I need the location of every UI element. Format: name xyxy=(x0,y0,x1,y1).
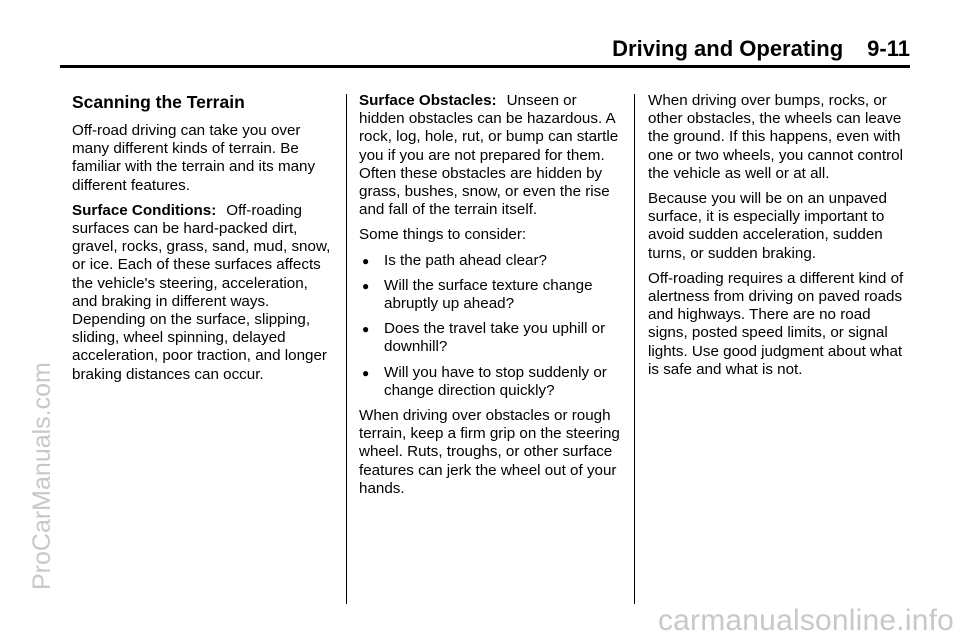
surface-conditions-body: Off-roading surfaces can be hard-packed dirt, gravel, rocks, grass, sand, mud, snow, or ice. Each of these surfaces affects the vehicle's steering, acceleration, and braking in different ways. Depending on the surface, slipping, sliding, wheel spinning, delayed acceleration, poor traction, and longer braking distances can occur. xyxy=(72,201,331,383)
list-item: ● Is the path ahead clear? xyxy=(362,251,547,269)
page-header xyxy=(60,36,910,64)
firm-grip-paragraph: When driving over obstacles or rough terrain, keep a firm grip on the steering wheel. Ruts, troughs, or other surface features can jerk the wheel out of your hands. xyxy=(359,407,620,497)
surface-obstacles-paragraph xyxy=(359,92,624,219)
alertness-paragraph: Off-roading requires a different kind of alertness from driving on paved roads and highways. There are no road signs, posted speed limits, or signal lights. Use good judgment about what is safe and what is not. xyxy=(648,269,904,378)
bullet-icon: ● xyxy=(362,278,370,293)
header-text xyxy=(612,36,910,62)
column-divider-1 xyxy=(346,94,347,604)
watermark-bottom: carmanualsonline.info xyxy=(657,604,954,637)
consider-list xyxy=(359,252,624,400)
surface-obstacles-lead: Surface Obstacles: xyxy=(359,92,497,109)
list-item: ● Will the surface texture change abruptly up ahead? xyxy=(362,276,593,313)
column-2 xyxy=(359,92,624,505)
column-3 xyxy=(648,92,913,386)
list-item: ● Will you have to stop suddenly or change direction quickly? xyxy=(362,363,607,399)
surface-obstacles-body: Unseen or hidden obstacles can be hazardous. A rock, log, hole, rut, or bump can startle you if you are not prepared for them. Often these obstacles are hidden by grass, bushes, snow, or even the rise and fall of the terrain itself. xyxy=(359,92,619,219)
intro-paragraph: Off-road driving can take you over many different kinds of terrain. Be familiar with the terrain and its many different features. xyxy=(72,122,316,194)
bullet-icon: ● xyxy=(362,253,370,268)
bullet-icon: ● xyxy=(362,365,370,380)
surface-conditions-lead: Surface Conditions: xyxy=(72,201,217,219)
column-divider-2 xyxy=(634,94,635,604)
unpaved-paragraph: Because you will be on an unpaved surface, it is especially important to avoid sudden acceleration, sudden turns, or sudden braking. xyxy=(648,190,887,262)
section-heading: Scanning the Terrain xyxy=(72,92,245,112)
section-title: Driving and Operating xyxy=(612,36,844,61)
watermark-left: ProCarManuals.com xyxy=(28,362,56,590)
surface-conditions-paragraph xyxy=(72,202,334,384)
column-1 xyxy=(72,92,334,391)
things-to-consider: Some things to consider: xyxy=(359,226,527,244)
bullet-icon: ● xyxy=(362,322,370,337)
bumps-paragraph: When driving over bumps, rocks, or other obstacles, the wheels can leave the ground. If this happens, even with one or two wheels, you cannot control the vehicle as well or at all. xyxy=(648,92,903,182)
header-rule xyxy=(60,65,910,68)
list-item: ● Does the travel take you uphill or downhill? xyxy=(362,320,606,356)
page-number: 9-11 xyxy=(867,36,910,61)
